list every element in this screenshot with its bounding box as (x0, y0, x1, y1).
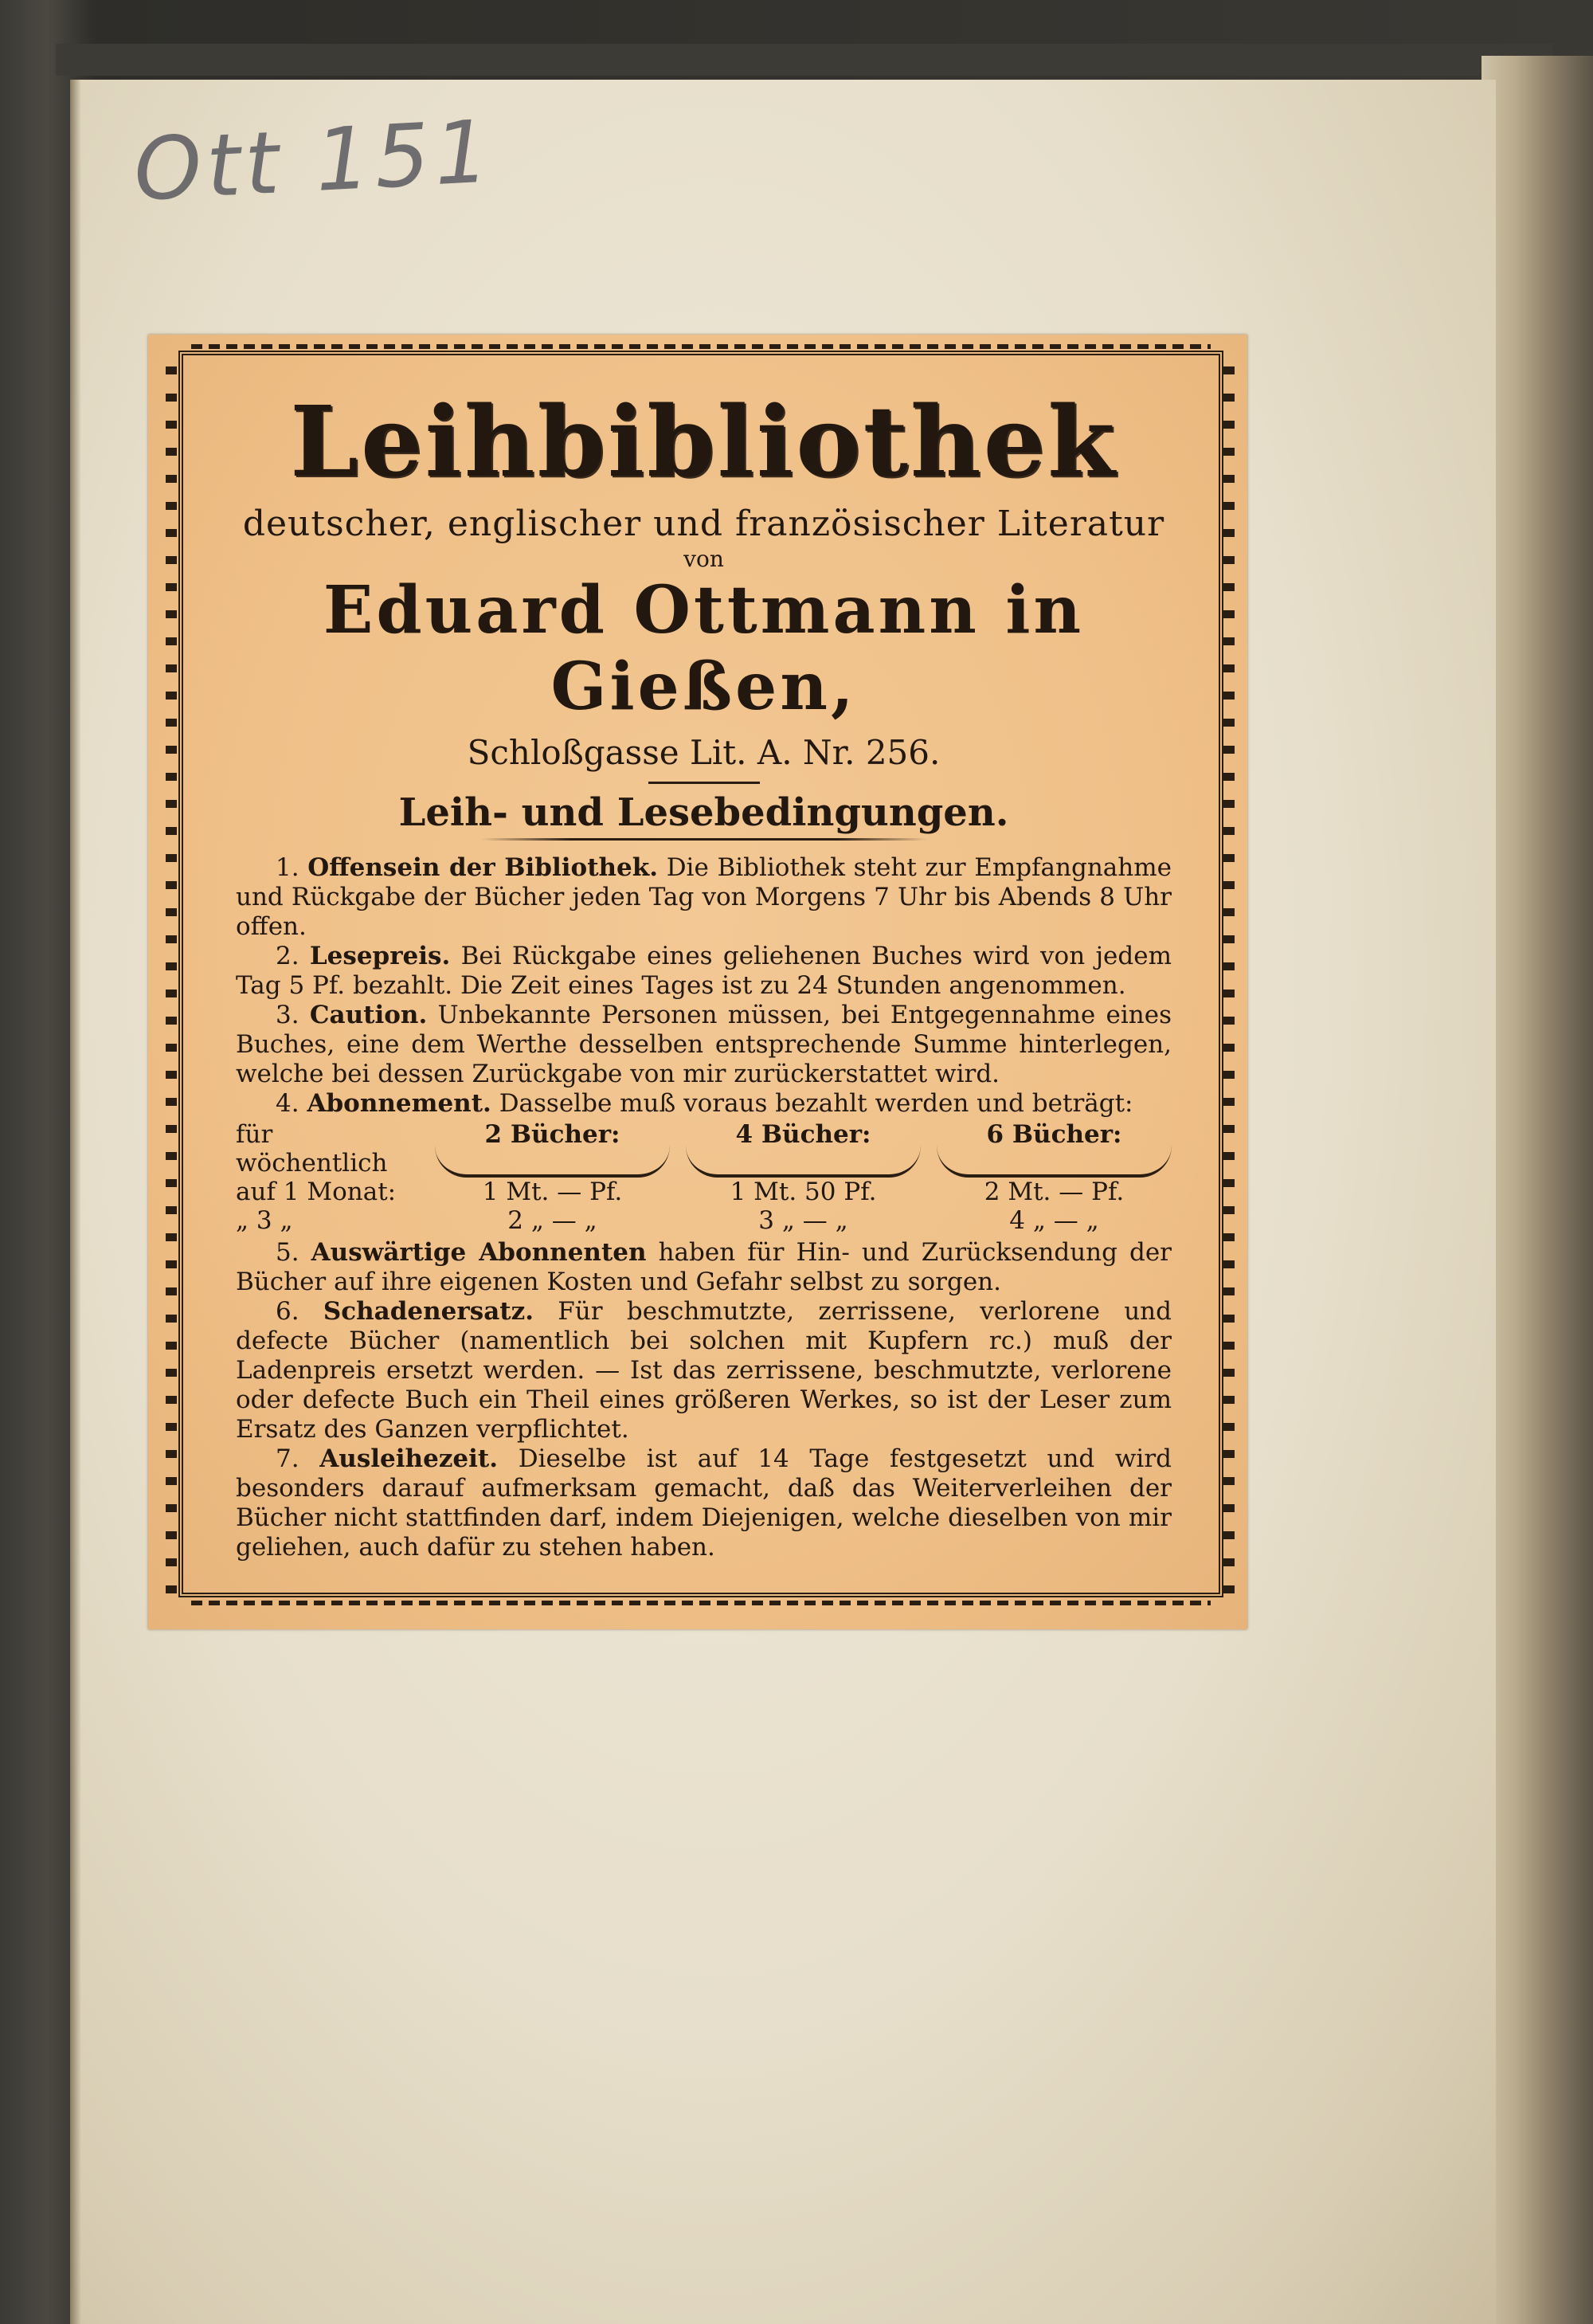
rule-item (236, 853, 1172, 942)
rule-heading: Auswärtige Abonnenten (311, 1238, 647, 1268)
rule-number: 2. (276, 942, 299, 971)
rule-text: haben für Hin- und Zurücksendung der Bücher auf ihre eigenen Kosten und Gefahr selbst zu sorgen. (236, 1238, 1172, 1297)
rule-number: 1. (276, 853, 299, 883)
owner-name: Eduard Ottmann in Gießen, (323, 572, 1085, 726)
conditions-list (236, 853, 1172, 1562)
rule-item (236, 1297, 1172, 1444)
rule-heading: Abonnement. (307, 1089, 491, 1119)
library-label (148, 335, 1247, 1629)
rule-text: Unbekannte Personen müssen, bei Entgegennahme eines Buches, eine dem Werthe desselben entsprechende Summe hinterlegen, welche bei dessen Zurückgabe von mir zurückerstattet wird. (236, 1001, 1172, 1089)
rule-item (236, 1444, 1172, 1562)
rule-item (236, 1089, 1172, 1119)
rule-heading: Offensein der Bibliothek. (307, 853, 659, 883)
price-cell: 2 Mt. — Pf. (984, 1178, 1125, 1207)
divider (648, 782, 760, 784)
rule-item (236, 1238, 1172, 1297)
left-border-ornament (166, 366, 177, 1597)
rule-number: 6. (276, 1297, 299, 1327)
price-cell: 3 „ — „ (758, 1206, 848, 1236)
heading-underline (481, 838, 927, 841)
cover-top-edge (56, 44, 1553, 76)
rule-number: 4. (276, 1089, 299, 1119)
label-content (236, 382, 1172, 1581)
rule-text: Dasselbe muß voraus bezahlt werden und beträgt: (499, 1089, 1133, 1119)
price-cell: 4 „ — „ (1009, 1206, 1099, 1236)
rule-number: 5. (276, 1238, 299, 1268)
price-cell: 1 Mt. 50 Pf. (730, 1178, 877, 1207)
page-block-edge (1481, 56, 1593, 2324)
rule-number: 3. (276, 1001, 299, 1030)
rule-text: Die Bibliothek steht zur Empfangnahme und Rückgabe der Bücher jeden Tag von Morgens 7 Uhr bis Abends 8 Uhr offen. (236, 853, 1172, 942)
conditions-heading: Leih- und Lesebedingungen. (398, 790, 1009, 836)
rule-heading: Ausleihezeit. (319, 1444, 499, 1474)
label-subtitle: deutscher, englischer und französischer Literatur (242, 504, 1165, 545)
right-border-ornament (1223, 366, 1235, 1597)
rule-heading: Lesepreis. (309, 942, 451, 971)
rule-text: Für beschmutzte, zerrissene, verlorene und defecte Bücher (namentlich bei solchen mit Kupfern rc.) muß der Ladenpreis ersetzt werden. — Ist das zerrissene, beschmutzte, verlorene oder defecte Buch ein Theil eines größeren Werkes, so ist der Leser zum Ersatz des Ganzen verpflichtet. (236, 1297, 1172, 1444)
rule-heading: Schadenersatz. (323, 1297, 534, 1327)
label-title: Leihbibliothek (290, 384, 1117, 499)
rule-item (236, 1001, 1172, 1089)
rule-number: 7. (276, 1444, 299, 1474)
price-table (236, 1120, 1172, 1235)
price-column-header: 6 Bücher: (937, 1120, 1172, 1178)
price-cell: 1 Mt. — Pf. (482, 1178, 623, 1207)
rule-heading: Caution. (309, 1001, 428, 1030)
price-row-label: „ 3 „ (236, 1206, 293, 1236)
handwritten-shelfmark: Ott 151 (131, 102, 497, 221)
price-cell: 2 „ — „ (507, 1206, 597, 1236)
label-von: von (683, 546, 724, 573)
rule-item (236, 942, 1172, 1001)
price-column-header: 2 Bücher: (435, 1120, 670, 1178)
endpaper-shadow (70, 80, 81, 2324)
price-row-label: auf 1 Monat: (236, 1178, 397, 1207)
rule-text: Bei Rückgabe eines geliehenen Buches wird von jedem Tag 5 Pf. bezahlt. Die Zeit eines Tages ist zu 24 Stunden angenommen. (236, 942, 1172, 1001)
price-column-header: 4 Bücher: (686, 1120, 921, 1178)
owner-address: Schloßgasse Lit. A. Nr. 256. (467, 733, 941, 773)
price-row-header: für wöchentlich (236, 1120, 388, 1178)
rule-text: Dieselbe ist auf 14 Tage festgesetzt und wird besonders darauf aufmerksam gemacht, daß das Weiterverleihen der Bücher nicht stattfinden darf, indem Diejenigen, welche dieselben von mir geliehen, auch dafür zu stehen haben. (236, 1444, 1172, 1562)
